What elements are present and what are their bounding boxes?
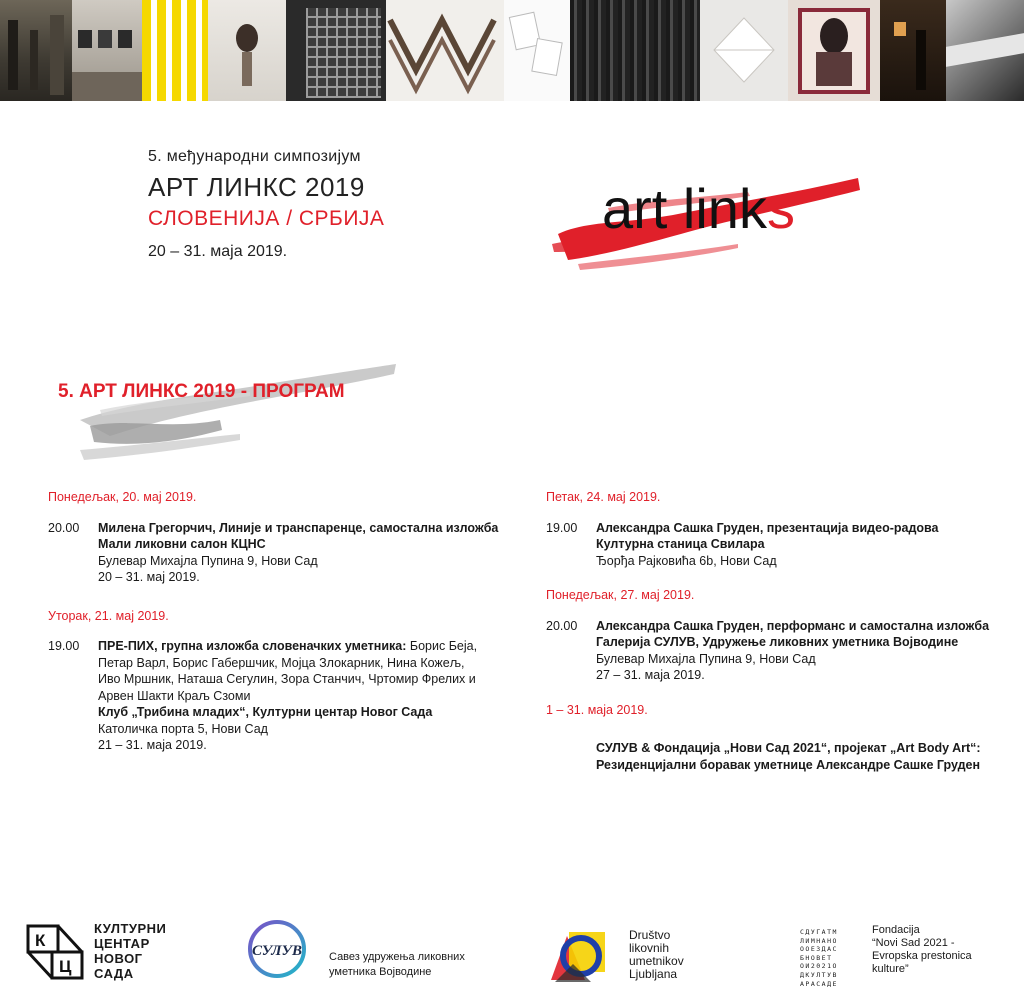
event-time: 19.00 [48,639,80,653]
kcns-name-line: САДА [94,966,134,981]
event-title: СУЛУВ & Фондација „Нови Сад 2021“, пројекат „Art Body Art“: [596,741,981,755]
kcns-name-line: КУЛТУРНИ [94,921,167,936]
fondacija-logo-grid: СДУГАТМ ЛИМНАНО ООЕЗДАС БНОВЕТ ОИ2021О ДКУЛТУВ АРАСАДЕ [800,928,838,988]
program-event [546,618,1006,684]
event-title: Резиденцијални боравак уметнице Александре Сашке Груден [596,757,981,772]
event-title: Милена Грегорчич, Линије и транспаренце, самостална изложба [98,520,499,535]
dlu-name-line: likovnih [629,941,670,955]
symposium-countries: СЛОВЕНИЈА / СРБИЈА [148,207,385,230]
zigzag-frames-graphic [386,0,504,101]
photo-dim-room [880,0,946,101]
dlu-name-line: Društvo [629,928,671,942]
event-address: Булевар Михајла Пупина 9, Нови Сад [98,553,318,568]
kcns-logo-icon [26,922,84,982]
event-artists: Иво Мршник, Наташа Сегулин, Зора Станчич, Чртомир Фрелих и [98,672,476,686]
photo-sculpture [208,0,286,101]
kcns-name-line: НОВОГ [94,951,143,966]
art-links-logo [548,148,878,278]
photo-strip [0,0,1024,101]
day-heading: Уторак, 21. мај 2019. [48,608,169,623]
symposium-dates: 20 – 31. маја 2019. [148,243,288,260]
symposium-header [148,148,384,261]
program-event [48,520,518,586]
day-heading: Понедељак, 27. мај 2019. [546,588,695,602]
day-heading: Понедељак, 20. мај 2019. [48,490,197,504]
dlu-name-line: Ljubljana [629,967,678,981]
event-venue: Галерија СУЛУВ, Удружење ликовних уметника Војводине [596,635,959,649]
photo-portrait-scarf [788,0,880,101]
program-event [48,638,518,754]
dlu-logo-icon [545,926,611,984]
event-title: Александра Сашка Груден, перформанс и самостална изложба [596,618,990,633]
fondacija-name [872,924,972,976]
kcns-name [94,921,166,981]
photo-grid-window [286,0,386,101]
symposium-title: АРТ ЛИНКС 2019 [148,172,365,202]
event-artists: Борис Беја, [406,639,478,653]
photo-frames-zigzag [386,0,504,101]
event-title [98,638,518,655]
kcns-mark-top: К [35,931,46,950]
suluv-mark: СУЛУВ [251,943,303,959]
folded-paper-graphic [700,0,788,101]
program-title: 5. АРТ ЛИНКС 2019 - ПРОГРАМ [58,381,345,402]
event-venue: Клуб „Трибина младих“, Културни центар Новог Сада [98,705,433,719]
event-title: Александра Сашка Груден, презентација видео-радова [596,520,939,535]
suluv-name-line: Савез удружења ликовних [329,951,465,963]
kcns-name-line: ЦЕНТАР [94,936,150,951]
event-address: Ђорђа Рајковића 6b, Нови Сад [596,553,777,568]
photo-yellow-stripes [142,0,208,101]
kcns-mark-bottom: Ц [59,957,72,976]
event-title-lead: ПРЕ-ПИХ, групна изложба словеначких уметника: [98,639,407,653]
program-column-right [546,489,1006,773]
photo-folded-paper [700,0,788,101]
photo-paper-sheets [504,0,570,101]
event-time: 20.00 [546,618,578,633]
photo-fabric-installation [946,0,1024,101]
fondacija-name-line: Evropska prestonica [872,950,972,962]
event-address: Булевар Михајла Пупина 9, Нови Сад [596,651,816,666]
program-event [546,520,1006,570]
suluv-name-line: уметника Војводине [329,966,432,978]
dlu-name [629,929,684,981]
day-heading: 1 – 31. маја 2019. [546,702,648,717]
event-period: 27 – 31. маја 2019. [596,668,705,682]
program-column-left [48,489,518,754]
grey-brush-stroke [70,360,400,470]
event-period: 20 – 31. мај 2019. [98,570,200,584]
dlu-name-line: umetnikov [629,954,684,968]
day-heading: Петак, 24. мај 2019. [546,490,661,504]
event-time: 20.00 [48,520,80,535]
photo-dark-curtains [570,0,700,101]
event-venue: Мали ликовни салон КЦНС [98,537,266,551]
event-artists: Арвен Шакти Краљ Сзоми [98,688,251,703]
logo-wordmark: art links [602,177,795,240]
fondacija-name-line: Fondacija [872,924,920,936]
event-venue: Културна станица Свилара [596,537,765,551]
suluv-name [329,950,465,980]
program-event [546,740,1006,773]
event-time: 19.00 [546,520,578,535]
event-period: 21 – 31. маја 2019. [98,738,207,752]
event-artists: Петар Варл, Борис Габершчик, Мојца Злокарник, Нина Кожељ, [98,655,465,670]
event-address: Католичка порта 5, Нови Сад [98,721,268,736]
photo-gallery-interior [0,0,72,101]
photo-gallery-walls [72,0,142,101]
symposium-subtitle: 5. међународни симпозијум [148,148,361,165]
suluv-logo-icon [246,918,308,980]
fondacija-name-line: kulture” [872,963,909,975]
fondacija-name-line: “Novi Sad 2021 - [872,937,955,949]
